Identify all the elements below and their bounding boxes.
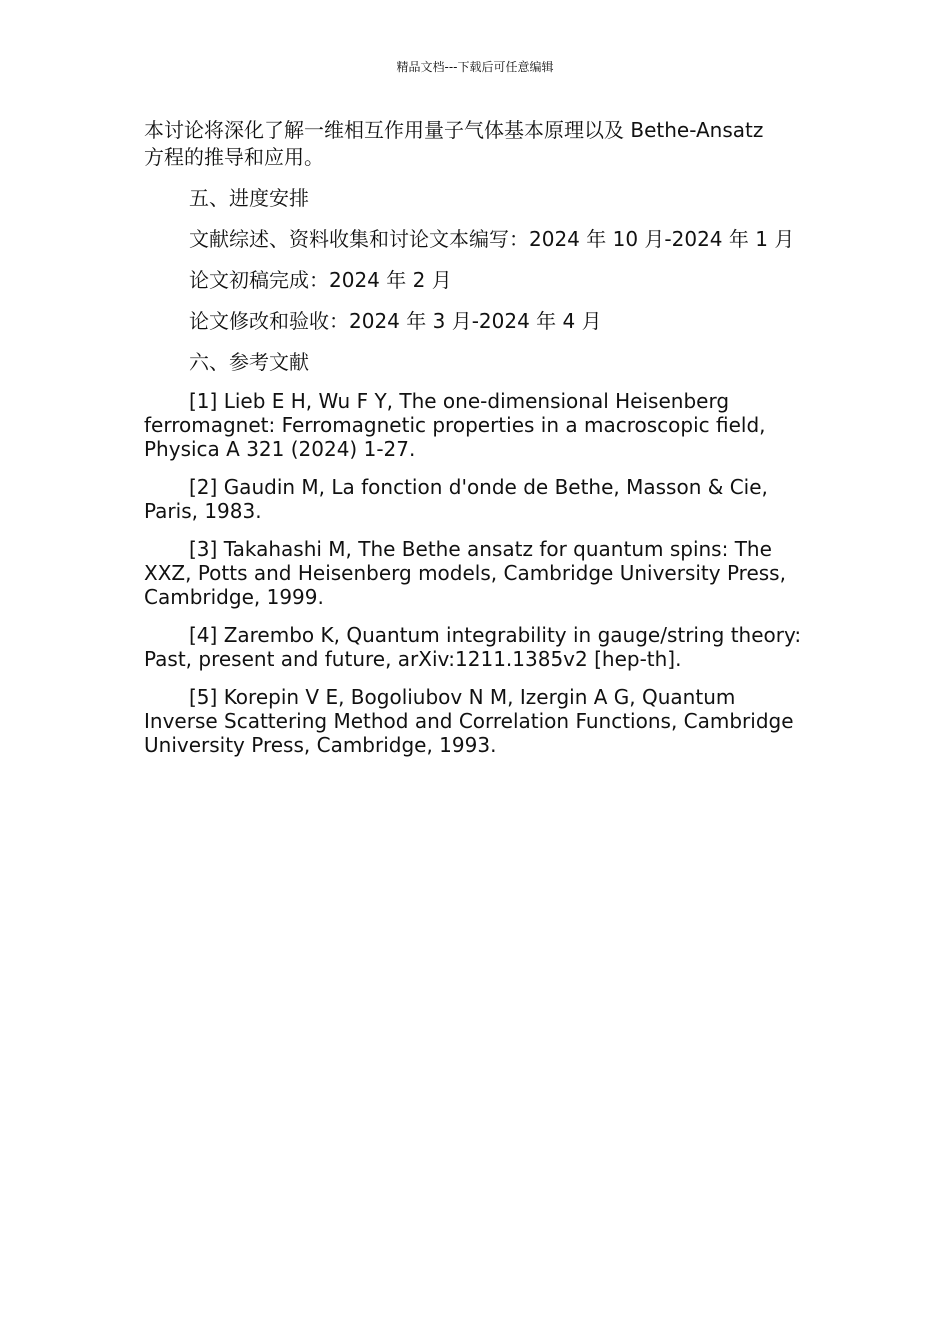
intro-line-2: 方程的推导和应用。 — [144, 145, 324, 169]
schedule-item-2: 论文初稿完成：2024 年 2 月 — [189, 268, 452, 292]
page-header: 精品文档---下载后可任意编辑 — [396, 60, 554, 74]
reference-item-4: [4] Zarembo K, Quantum integrability in gauge/string theory: Past, present and future, arXiv:1211.1385v2 [hep-th]. — [144, 623, 802, 671]
reference-item-1: [1] Lieb E H, Wu F Y, The one-dimensional Heisenberg ferromagnet: Ferromagnetic properties in a macroscopic field, Physica A 321 (2024) 1-27. — [144, 389, 766, 461]
reference-item-3: [3] Takahashi M, The Bethe ansatz for quantum spins: The XXZ, Potts and Heisenberg models, Cambridge University Press, Cambridge, 1999. — [144, 537, 786, 609]
intro-line-1: 本讨论将深化了解一维相互作用量子气体基本原理以及 Bethe-Ansatz — [144, 118, 764, 142]
reference-list — [144, 389, 806, 757]
reference-item-5: [5] Korepin V E, Bogoliubov N M, Izergin A G, Quantum Inverse Scattering Method and Correlation Functions, Cambridge University Press, Cambridge, 1993. — [144, 685, 794, 757]
reference-item-2: [2] Gaudin M, La fonction d'onde de Bethe, Masson & Cie, Paris, 1983. — [144, 475, 768, 523]
schedule-item-3: 论文修改和验收：2024 年 3 月-2024 年 4 月 — [189, 309, 602, 333]
section-6-title: 六、参考文献 — [189, 350, 309, 374]
document-body — [144, 117, 806, 757]
schedule-item-1: 文献综述、资料收集和讨论文本编写：2024 年 10 月-2024 年 1 月 — [189, 227, 795, 251]
section-5-title: 五、进度安排 — [189, 186, 309, 210]
